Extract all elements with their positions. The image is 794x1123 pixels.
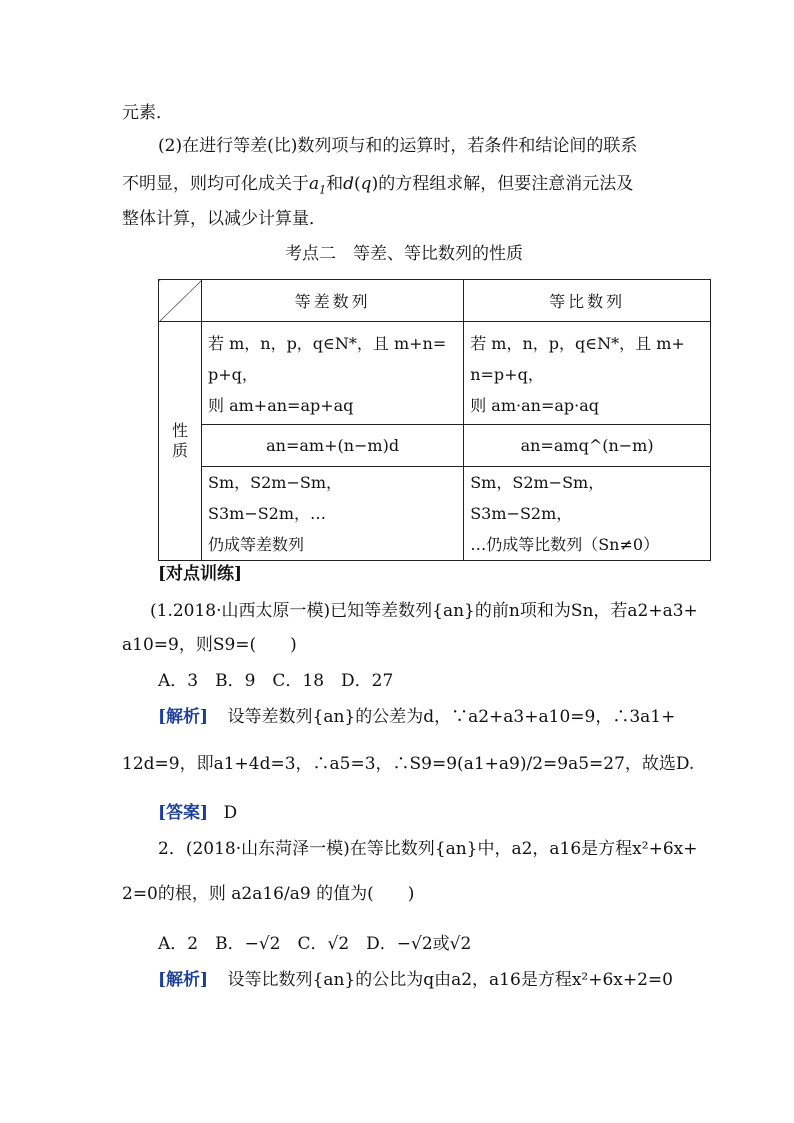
geo-p3-line1: Sm，S2m−Sm，S3m−S2m， (470, 473, 605, 523)
question-1-answer: [答案] D (158, 803, 238, 823)
answer-tag: [答案] (158, 803, 209, 823)
question-1-line-2: a10=9，则S9=( ) (122, 635, 297, 655)
geo-p1-line1: 若 m，n，p，q∈N*，且 m+ (470, 333, 685, 353)
header-arithmetic: 等差数列 (202, 280, 464, 322)
cell-arith-property-2: an=am+(n−m)d (202, 425, 464, 467)
question-2-analysis-line-1: [解析] 设等比数列{an}的公比为q由a2，a16是方程x²+6x+2=0 (158, 970, 673, 990)
text-line-3: 不明显，则均可化成关于$a_1$和d(q)的方程组求解，但要注意消元法及 (122, 174, 634, 197)
cell-geo-property-2: an=amq^(n−m) (464, 425, 711, 467)
cell-geo-property-1 (464, 322, 711, 425)
text-line-2: (2)在进行等差(比)数列项与和的运算时，若条件和结论间的联系 (158, 136, 638, 156)
question-2-line-1: 2．(2018·山东菏泽一模)在等比数列{an}中，a2，a16是方程x²+6x+ (158, 839, 698, 859)
practice-heading: [对点训练] (158, 564, 243, 584)
question-1-analysis-line-1: [解析] 设等差数列{an}的公差为d，∵a2+a3+a10=9，∴3a1+ (158, 707, 676, 727)
question-2-options: A．2 B．−√2 C．√2 D．−√2或√2 (158, 934, 472, 954)
arith-p1-line2: p+q， (208, 364, 258, 384)
cell-arith-property-1 (202, 322, 464, 425)
question-1-analysis-line-2: 12d=9，即a1+4d=3，∴a5=3，∴S9=9(a1+a9)/2=9a5=27，故选D. (122, 754, 695, 774)
arith-p3-line1: Sm，S2m−Sm，S3m−S2m，… (208, 473, 342, 523)
geo-p1-line3: 则 am·an=ap·aq (470, 395, 600, 415)
question-1-line-1: (1.2018·山西太原一模)已知等差数列{an}的前n项和为Sn，若a2+a3+ (150, 601, 698, 621)
section-title: 考点二 等差、等比数列的性质 (285, 244, 523, 264)
text-line-4: 整体计算，以减少计算量． (122, 209, 326, 229)
header-geometric: 等比数列 (464, 280, 711, 322)
geo-p1-line2: n=p+q， (470, 364, 544, 384)
analysis-tag: [解析] (158, 707, 209, 727)
geo-p3-line2: …仍成等比数列（Sn≠0） (470, 535, 660, 554)
var-dq: d (343, 174, 355, 194)
arith-p1-line1: 若 m，n，p，q∈N*，且 m+n= (208, 333, 447, 353)
question-1-options: A．3 B．9 C．18 D．27 (158, 671, 394, 691)
var-a1: $a_1$ (309, 174, 327, 197)
arith-p1-line3: 则 am+an=ap+aq (208, 395, 354, 415)
properties-table (158, 279, 711, 561)
arith-p3-line2: 仍成等差数列 (208, 535, 305, 554)
table-corner (159, 280, 202, 322)
cell-geo-property-3 (464, 467, 711, 561)
analysis-tag-2: [解析] (158, 970, 209, 990)
row-label-properties: 性 质 (159, 322, 202, 561)
cell-arith-property-3 (202, 467, 464, 561)
question-2-line-2: 2=0的根，则 a2a16/a9 的值为( ) (122, 884, 415, 904)
text-line-1: 元素． (122, 103, 173, 123)
